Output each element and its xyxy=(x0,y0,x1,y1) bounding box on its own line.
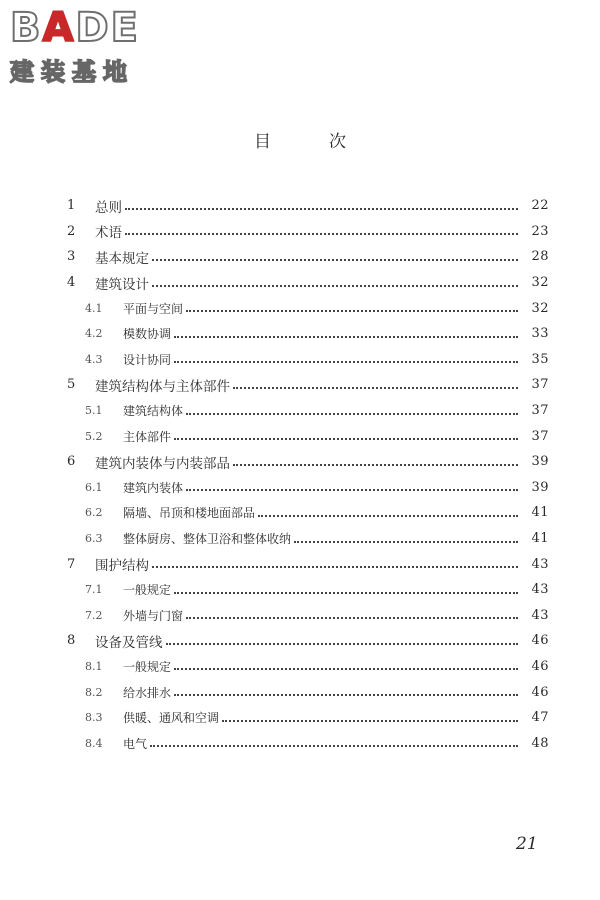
toc-entry[interactable] xyxy=(0,603,600,629)
toc-entry-number: 7.1 xyxy=(85,583,103,597)
toc-entry-title: 给水排水 xyxy=(123,685,172,700)
publisher-logo xyxy=(10,5,190,90)
toc-dot-leader xyxy=(186,308,518,312)
toc-entry-page: 47 xyxy=(531,710,549,726)
toc-entry-number: 8.1 xyxy=(85,659,103,673)
toc-entry[interactable] xyxy=(0,526,600,552)
toc-entry[interactable] xyxy=(0,347,600,373)
toc-entry[interactable] xyxy=(0,679,600,705)
toc-entry-title: 平面与空间 xyxy=(123,301,184,316)
toc-entry-page: 43 xyxy=(531,556,549,572)
toc-dot-leader xyxy=(152,283,518,287)
toc-entry[interactable] xyxy=(0,193,600,219)
toc-entry-number: 7 xyxy=(67,556,76,572)
toc-dot-leader xyxy=(186,615,518,619)
logo-chinese-name: 建装基地 xyxy=(10,58,134,86)
toc-dot-leader xyxy=(174,334,518,338)
toc-entry-title: 术语 xyxy=(95,225,122,242)
toc-entry[interactable] xyxy=(0,219,600,245)
toc-entry-number: 2 xyxy=(67,223,76,239)
toc-entry-title: 供暖、通风和空调 xyxy=(123,711,220,726)
toc-entry-page: 46 xyxy=(531,684,549,700)
toc-entry-number: 8.2 xyxy=(85,685,103,699)
toc-entry-page: 41 xyxy=(531,531,549,547)
toc-entry[interactable] xyxy=(0,423,600,449)
toc-entry-page: 35 xyxy=(531,351,549,367)
toc-entry[interactable] xyxy=(0,449,600,475)
toc-entry[interactable] xyxy=(0,730,600,756)
toc-entry-number: 3 xyxy=(67,249,76,265)
toc-entry-title: 隔墙、吊顶和楼地面部品 xyxy=(123,506,256,521)
toc-entry-page: 46 xyxy=(531,633,549,649)
toc-entry-number: 6 xyxy=(67,454,76,470)
toc-entry-number: 4.3 xyxy=(85,352,103,366)
toc-entry-page: 37 xyxy=(531,428,549,444)
toc-entry[interactable] xyxy=(0,628,600,654)
toc-entry-page: 39 xyxy=(531,454,549,470)
page-number: 21 xyxy=(516,834,538,854)
toc-entry[interactable] xyxy=(0,398,600,424)
toc-dot-leader xyxy=(233,462,518,466)
toc-entry[interactable] xyxy=(0,295,600,321)
toc-entry-number: 1 xyxy=(67,198,76,214)
toc-entry-page: 32 xyxy=(531,300,549,316)
toc-dot-leader xyxy=(150,743,518,747)
toc-entry-number: 5.1 xyxy=(85,404,103,418)
toc-entry[interactable] xyxy=(0,244,600,270)
toc-entry-number: 6.1 xyxy=(85,480,103,494)
toc-entry-title: 外墙与门窗 xyxy=(123,608,184,623)
toc-entry-number: 6.3 xyxy=(85,532,103,546)
toc-entry-page: 43 xyxy=(531,607,549,623)
toc-entry-title: 一般规定 xyxy=(123,659,172,674)
toc-entry-number: 4.1 xyxy=(85,301,103,315)
toc-dot-leader xyxy=(174,666,518,670)
toc-entry-number: 8.3 xyxy=(85,711,103,725)
toc-entry-title: 建筑设计 xyxy=(95,276,149,293)
toc-dot-leader xyxy=(174,436,518,440)
toc-dot-leader xyxy=(174,590,518,594)
toc-dot-leader xyxy=(222,718,518,722)
toc-entry[interactable] xyxy=(0,372,600,398)
toc-entry[interactable] xyxy=(0,551,600,577)
toc-entry-title: 建筑结构体 xyxy=(123,404,184,419)
toc-entry-page: 46 xyxy=(531,658,549,674)
toc-entry-page: 37 xyxy=(531,403,549,419)
toc-entry-number: 6.2 xyxy=(85,506,103,520)
toc-dot-leader xyxy=(174,359,518,363)
toc-dot-leader xyxy=(258,513,518,517)
table-of-contents xyxy=(0,193,600,756)
toc-entry-number: 7.2 xyxy=(85,608,103,622)
toc-dot-leader xyxy=(186,487,518,491)
toc-entry-page: 37 xyxy=(531,377,549,393)
toc-entry-title: 一般规定 xyxy=(123,583,172,598)
logo-wordmark: BADE xyxy=(10,5,140,51)
toc-dot-leader xyxy=(233,385,518,389)
toc-entry-page: 28 xyxy=(531,249,549,265)
toc-entry-page: 48 xyxy=(531,735,549,751)
toc-entry-number: 8.4 xyxy=(85,736,103,750)
toc-entry-title: 建筑结构体与主体部件 xyxy=(95,378,230,395)
toc-entry-title: 建筑内装体与内装部品 xyxy=(95,455,230,472)
toc-entry[interactable] xyxy=(0,475,600,501)
toc-entry[interactable] xyxy=(0,705,600,731)
toc-dot-leader xyxy=(152,257,518,261)
toc-entry[interactable] xyxy=(0,500,600,526)
toc-dot-leader xyxy=(186,411,518,415)
toc-dot-leader xyxy=(125,231,518,235)
toc-entry-title: 设计协同 xyxy=(123,352,172,367)
toc-entry-page: 33 xyxy=(531,326,549,342)
toc-entry-number: 5 xyxy=(67,377,76,393)
toc-dot-leader xyxy=(174,692,518,696)
toc-entry[interactable] xyxy=(0,270,600,296)
toc-entry[interactable] xyxy=(0,321,600,347)
toc-entry-page: 22 xyxy=(531,198,549,214)
toc-entry-title: 主体部件 xyxy=(123,429,172,444)
page-title: 目次 xyxy=(254,132,404,152)
toc-entry-title: 总则 xyxy=(95,199,122,216)
toc-entry-title: 整体厨房、整体卫浴和整体收纳 xyxy=(123,532,292,547)
toc-entry-title: 基本规定 xyxy=(95,250,149,267)
toc-entry-page: 39 xyxy=(531,479,549,495)
toc-entry-title: 围护结构 xyxy=(95,558,149,575)
toc-dot-leader xyxy=(125,206,518,210)
toc-entry-number: 4.2 xyxy=(85,327,103,341)
toc-entry-title: 电气 xyxy=(123,736,148,751)
toc-dot-leader xyxy=(152,564,518,568)
toc-entry-page: 23 xyxy=(531,223,549,239)
toc-entry-number: 4 xyxy=(67,275,76,291)
toc-dot-leader xyxy=(294,539,518,543)
toc-entry-title: 模数协调 xyxy=(123,327,172,342)
toc-dot-leader xyxy=(166,641,518,645)
toc-entry[interactable] xyxy=(0,654,600,680)
toc-entry-number: 5.2 xyxy=(85,429,103,443)
toc-entry-page: 41 xyxy=(531,505,549,521)
toc-entry-title: 建筑内装体 xyxy=(123,480,184,495)
toc-entry-page: 43 xyxy=(531,582,549,598)
toc-entry-number: 8 xyxy=(67,633,76,649)
toc-entry[interactable] xyxy=(0,577,600,603)
toc-entry-page: 32 xyxy=(531,275,549,291)
toc-entry-title: 设备及管线 xyxy=(95,634,163,651)
